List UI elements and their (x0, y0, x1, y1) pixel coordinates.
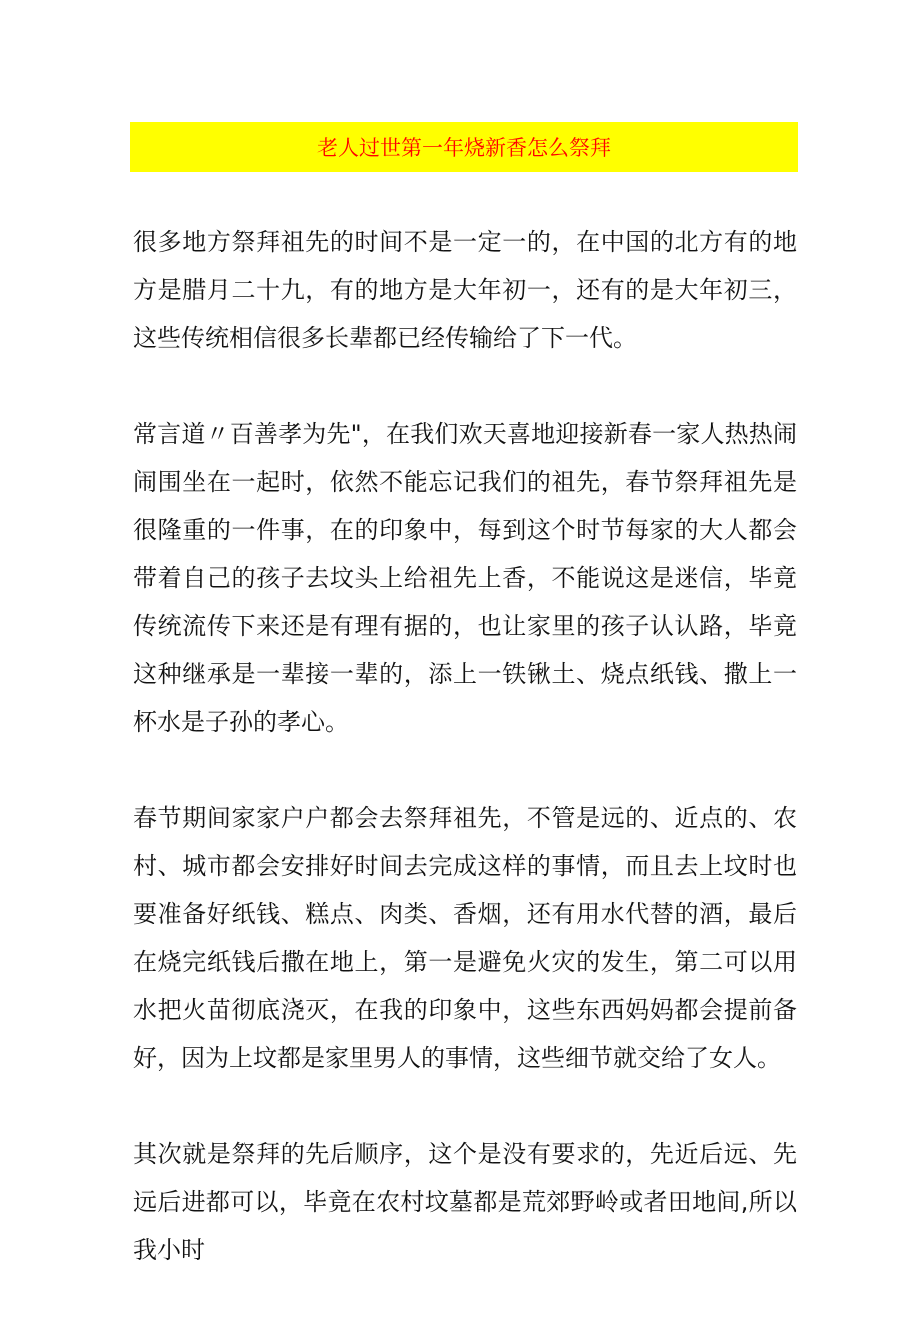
document-body (133, 218, 797, 1322)
document-title: 老人过世第一年烧新香怎么祭拜 (317, 136, 611, 160)
paragraph-4: 其次就是祭拜的先后顺序，这个是没有要求的，先近后远、先远后进都可以，毕竟在农村坟墓都是荒郊野岭或者田地间,所以我小时 (133, 1140, 797, 1264)
paragraph-1: 很多地方祭拜祖先的时间不是一定一的，在中国的北方有的地方是腊月二十九，有的地方是大年初一，还有的是大年初三，这些传统相信很多长辈都已经传输给了下一代。 (133, 228, 797, 352)
title-banner (130, 122, 798, 172)
paragraph-3: 春节期间家家户户都会去祭拜祖先，不管是远的、近点的、农村、城市都会安排好时间去完成这样的事情，而且去上坟时也要准备好纸钱、糕点、肉类、香烟，还有用水代替的酒，最后在烧完纸钱后撒在地上，第一是避免火灾的发生，第二可以用水把火苗彻底浇灭，在我的印象中，这些东西妈妈都会提前备好，因为上坟都是家里男人的事情，这些细节就交给了女人。 (133, 804, 797, 1072)
paragraph-2: 常言道〃百善孝为先"，在我们欢天喜地迎接新春一家人热热闹闹围坐在一起时，依然不能忘记我们的祖先，春节祭拜祖先是很隆重的一件事，在的印象中，每到这个时节每家的大人都会带着自己的孩子去坟头上给祖先上香，不能说这是迷信，毕竟传统流传下来还是有理有据的，也让家里的孩子认认路，毕竟这种继承是一辈接一辈的，添上一铁锹土、烧点纸钱、撒上一杯水是子孙的孝心。 (133, 420, 797, 736)
